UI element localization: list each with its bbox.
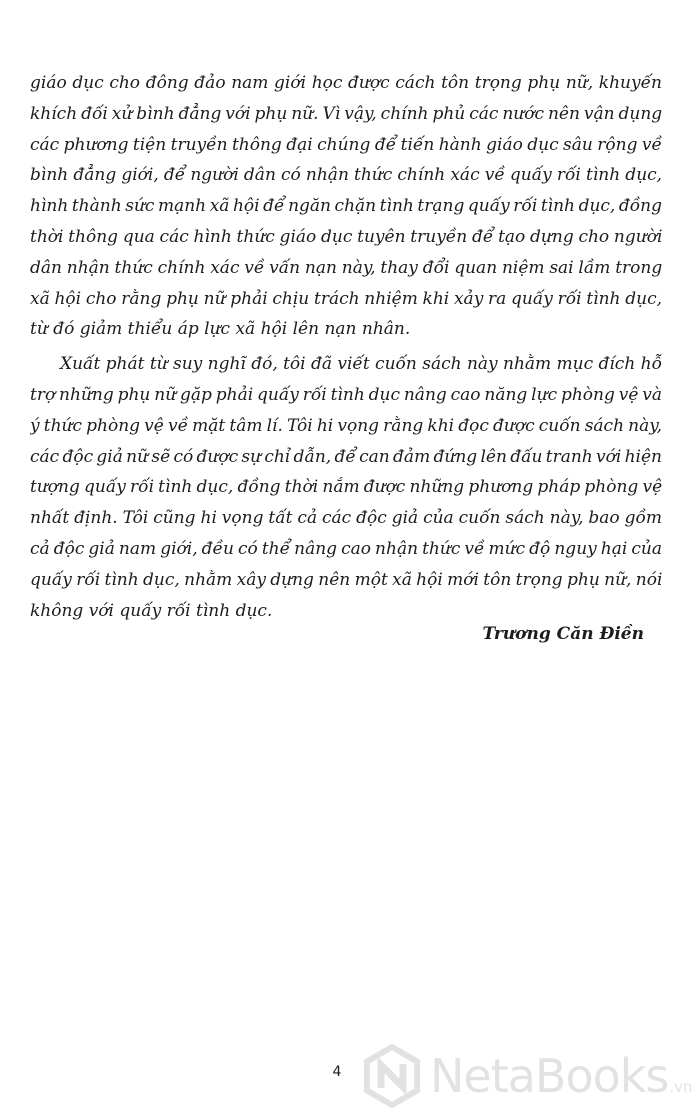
text-line: nhất định. Tôi cũng hi vọng tất cả các độc giả của cuốn sách này, bao gồm [30,508,662,529]
watermark-brand [430,1049,693,1103]
watermark [360,1038,694,1114]
text-line: thời thông qua các hình thức giáo dục tuyên truyền để tạo dựng cho người [30,226,662,247]
text-line: tượng quấy rối tình dục, đồng thời nắm được những phương pháp phòng vệ [30,477,662,498]
body-text [30,68,662,626]
text-line: các độc giả nữ sẽ có được sự chỉ dẫn, để can đảm đứng lên đấu tranh với hiện [30,446,662,467]
text-line: cả độc giả nam giới, đều có thể nâng cao nhận thức về mức độ nguy hại của [30,538,662,559]
text-line: quấy rối tình dục, nhằm xây dựng nên một xã hội mới tôn trọng phụ nữ, nói [30,569,662,590]
text-line: bình đẳng giới, để người dân có nhận thức chính xác về quấy rối tình dục, [30,165,662,186]
text-line: trợ những phụ nữ gặp phải quấy rối tình dục nâng cao năng lực phòng vệ và [30,384,662,405]
netabooks-logo-icon [360,1044,424,1108]
text-line: từ đó giảm thiểu áp lực xã hội lên nạn nhân. [30,319,411,340]
text-line: khích đối xử bình đẳng với phụ nữ. Vì vậy, chính phủ các nước nên vận dụng [30,103,662,124]
paragraph-1 [30,68,662,345]
text-line: ý thức phòng vệ về mặt tâm lí. Tôi hi vọng rằng khi đọc được cuốn sách này, [30,415,662,436]
watermark-domain-suffix: .vn [669,1078,693,1096]
paragraph-2 [30,349,662,626]
author-signature: Trương Căn Điền [482,624,644,644]
text-line: giáo dục cho đông đảo nam giới học được cách tôn trọng phụ nữ, khuyến [30,73,662,93]
text-line: hình thành sức mạnh xã hội để ngăn chặn tình trạng quấy rối tình dục, đồng [30,196,662,217]
text-line: Xuất phát từ suy nghĩ đó, tôi đã viết cuốn sách này nhằm mục đích hỗ [60,354,662,375]
text-line: xã hội cho rằng phụ nữ phải chịu trách nhiệm khi xảy ra quấy rối tình dục, [30,288,662,309]
page-number: 4 [332,1064,342,1080]
text-line: các phương tiện truyền thông đại chúng để tiến hành giáo dục sâu rộng về [30,134,662,155]
text-line: dân nhận thức chính xác về vấn nạn này, thay đổi quan niệm sai lầm trong [30,257,662,278]
text-line: không với quấy rối tình dục. [30,600,273,621]
watermark-brand-name: NetaBooks [430,1049,669,1103]
